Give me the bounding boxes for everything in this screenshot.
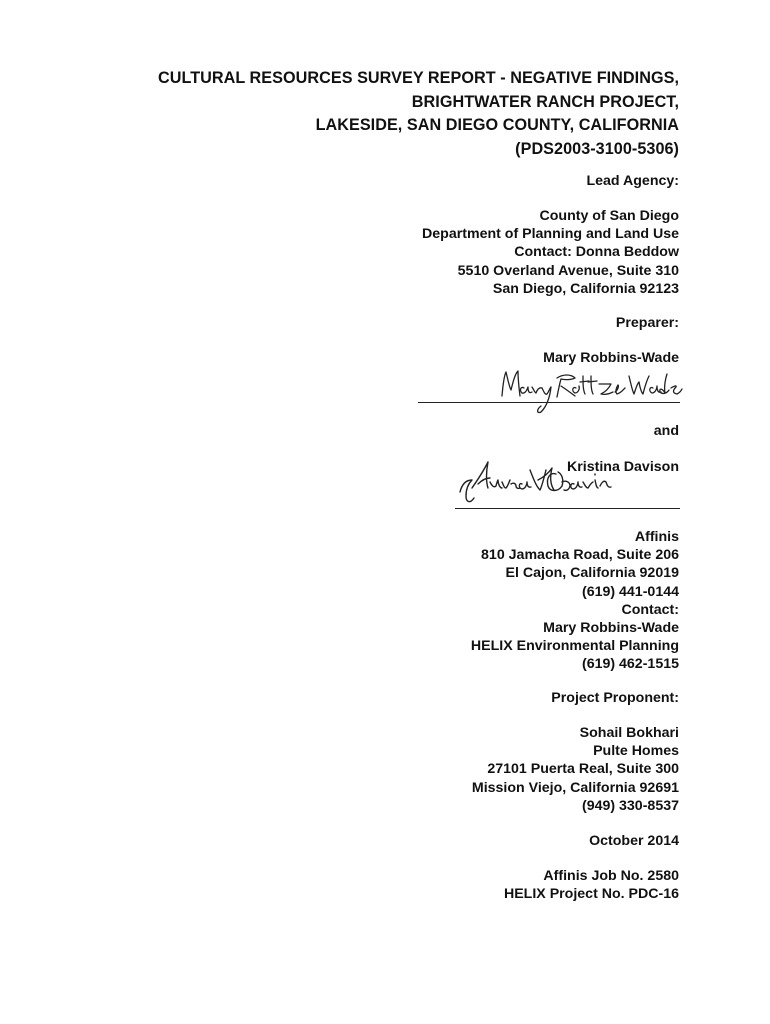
agency-city: San Diego, California 92123 xyxy=(492,280,679,297)
lead-agency-heading xyxy=(586,172,679,190)
proponent-company: Pulte Homes xyxy=(593,743,679,760)
signature-kristina-davison xyxy=(456,458,612,510)
proponent-block xyxy=(472,724,679,815)
and-text: and xyxy=(653,423,679,439)
agency-contact: Contact: Donna Beddow xyxy=(514,244,679,261)
signature-line-2 xyxy=(455,508,680,509)
job-numbers xyxy=(504,867,679,903)
proponent-phone: (949) 330-8537 xyxy=(581,797,679,814)
title-line-1: CULTURAL RESOURCES SURVEY REPORT - NEGATIVE FINDINGS, xyxy=(157,69,679,87)
signature-mary-robbins-wade xyxy=(497,366,683,418)
affinis-phone: (619) 441-0144 xyxy=(581,583,679,600)
date-text: October 2014 xyxy=(589,833,679,849)
conjunction xyxy=(654,422,679,440)
helix-phone: (619) 462-1515 xyxy=(581,656,679,673)
report-date xyxy=(589,832,679,850)
affinis-address: 810 Jamacha Road, Suite 206 xyxy=(481,547,679,564)
proponent-heading xyxy=(551,689,679,707)
preparer-name-1 xyxy=(543,349,679,367)
affinis-contact-name: Mary Robbins-Wade xyxy=(543,620,679,637)
title-line-2: BRIGHTWATER RANCH PROJECT, xyxy=(411,92,679,111)
affinis-block xyxy=(471,528,679,674)
lead-agency-block xyxy=(422,207,679,298)
preparer-1-name: Mary Robbins-Wade xyxy=(543,350,679,366)
affinis-city: El Cajon, California 92019 xyxy=(505,565,679,582)
preparer-heading xyxy=(616,314,679,332)
agency-name: County of San Diego xyxy=(539,208,679,224)
lead-agency-label: Lead Agency: xyxy=(586,173,679,189)
agency-address: 5510 Overland Avenue, Suite 310 xyxy=(457,262,679,279)
title-line-3: LAKESIDE, SAN DIEGO COUNTY, CALIFORNIA xyxy=(315,116,679,134)
proponent-label: Project Proponent: xyxy=(551,690,679,706)
title-line-4: (PDS2003-3100-5306) xyxy=(515,139,679,158)
helix-project-number: HELIX Project No. PDC-16 xyxy=(503,886,679,903)
helix-org: HELIX Environmental Planning xyxy=(470,638,679,655)
preparer-label: Preparer: xyxy=(615,315,679,331)
signature-line-1 xyxy=(418,402,680,403)
agency-department: Department of Planning and Land Use xyxy=(422,226,679,243)
affinis-name: Affinis xyxy=(634,529,679,545)
proponent-address: 27101 Puerta Real, Suite 300 xyxy=(487,761,679,778)
affinis-job-number: Affinis Job No. 2580 xyxy=(543,868,679,884)
proponent-name: Sohail Bokhari xyxy=(579,725,679,741)
proponent-city: Mission Viejo, California 92691 xyxy=(471,779,679,796)
report-title xyxy=(59,67,679,161)
preparer-2-name: Kristina Davison xyxy=(567,459,679,475)
affinis-contact-label: Contact: xyxy=(621,601,679,618)
